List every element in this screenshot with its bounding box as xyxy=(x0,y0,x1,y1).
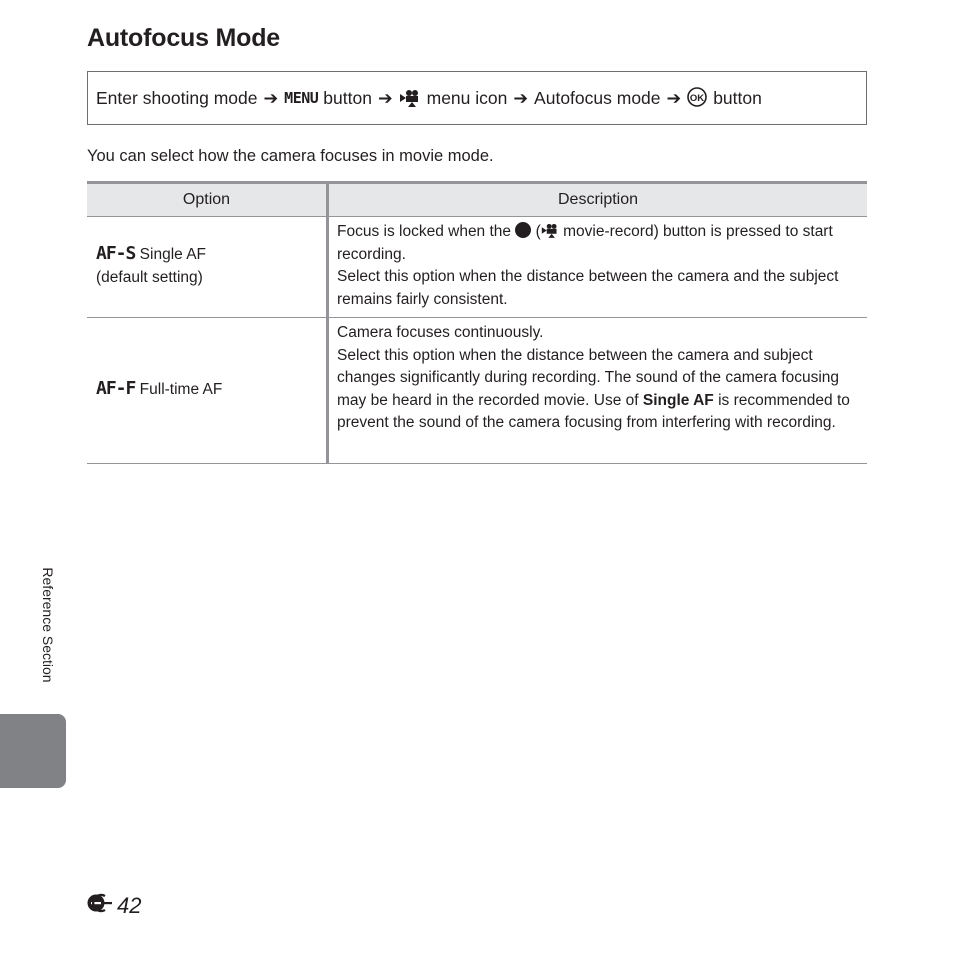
description-cell: Focus is locked when the ( movie-record) button is pressed to start recording. Select this option when the distance between the camera and the subject remains fairly consistent. xyxy=(328,217,868,318)
arrow-icon: ➔ xyxy=(666,87,682,108)
ok-button-icon xyxy=(687,87,707,109)
description-text: Focus is locked when the xyxy=(337,223,512,240)
option-cell xyxy=(87,318,328,464)
description-cell xyxy=(328,318,868,464)
options-table xyxy=(87,181,867,464)
description-text: Select this option when the distance between the camera and subject changes significantly during recording. The sound of the camera focusing may be heard in the recorded movie. Use of xyxy=(337,346,840,409)
description-bold-term: Single AF xyxy=(642,391,714,409)
column-header-option: Option xyxy=(87,183,328,217)
nav-step-menu-suffix: button xyxy=(323,87,372,108)
nav-step-ok-suffix: button xyxy=(713,87,762,108)
table-row xyxy=(87,318,867,464)
page-number-text: 42 xyxy=(117,893,142,918)
option-name: Full-time AF xyxy=(139,380,223,398)
table-row xyxy=(87,217,867,318)
description-text: is recommended to prevent the sound of the camera focusing from interfering with recording. xyxy=(337,391,850,431)
table-header-row xyxy=(87,183,867,217)
column-header-description: Description xyxy=(328,183,868,217)
section-tab xyxy=(0,714,66,788)
menu-button-icon: MENU xyxy=(284,89,319,107)
description-text: Select this option when the distance between the camera and the subject remains fairly consistent. xyxy=(337,268,839,308)
af-s-icon: AF-S xyxy=(96,243,136,264)
nav-step-menu-icon-suffix: menu icon xyxy=(426,87,508,108)
reference-section-icon xyxy=(87,893,117,919)
arrow-icon: ➔ xyxy=(513,87,529,108)
page-number xyxy=(87,893,141,919)
option-cell xyxy=(87,217,328,318)
movie-camera-icon xyxy=(541,223,559,240)
page-title: Autofocus Mode xyxy=(87,24,281,52)
af-f-icon: AF-F xyxy=(96,377,136,399)
arrow-icon: ➔ xyxy=(263,87,279,108)
option-note: (default setting) xyxy=(96,268,203,286)
nav-step-autofocus-mode: Autofocus mode xyxy=(534,87,661,108)
description-text: Camera focuses continuously. xyxy=(337,324,544,341)
arrow-icon: ➔ xyxy=(377,87,393,108)
option-name: Single AF xyxy=(139,246,207,263)
ok-button-label: OK xyxy=(690,92,705,104)
record-button-icon xyxy=(515,223,531,240)
navigation-path-box xyxy=(87,71,867,125)
side-section-label: Reference Section xyxy=(40,567,56,683)
movie-camera-icon xyxy=(399,88,421,109)
nav-step-shooting-mode: Enter shooting mode xyxy=(96,87,258,108)
description-text: movie-record) button is pressed to start recording. xyxy=(337,223,833,263)
intro-text: You can select how the camera focuses in movie mode. xyxy=(87,147,494,165)
